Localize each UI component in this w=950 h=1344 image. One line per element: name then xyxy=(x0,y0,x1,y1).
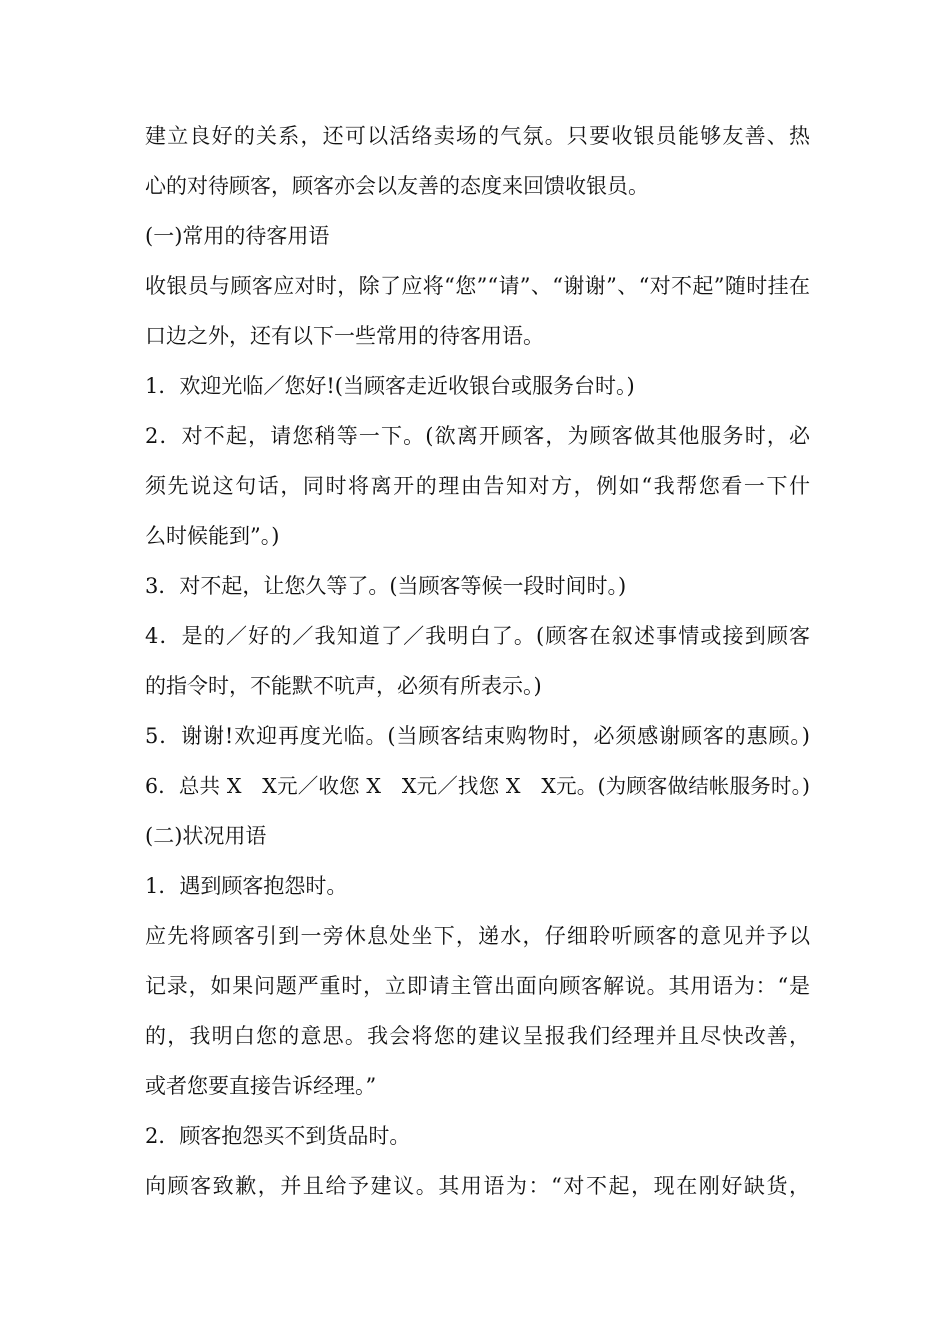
paragraph-line: 收银员与顾客应对时，除了应将“您”“请”、“谢谢”、“对不起”随时挂在 xyxy=(145,274,810,298)
section-heading: (二)状况用语 xyxy=(145,824,267,848)
list-item: 2．对不起，请您稍等一下。(欲离开顾客，为顾客做其他服务时，必 xyxy=(145,424,810,448)
paragraph-line: 的，我明白您的意思。我会将您的建议呈报我们经理并且尽快改善， xyxy=(145,1024,810,1048)
section-heading: (一)常用的待客用语 xyxy=(145,224,330,248)
paragraph-line: 口边之外，还有以下一些常用的待客用语。 xyxy=(145,324,544,348)
document-body xyxy=(145,111,810,1211)
paragraph-line: 心的对待顾客，顾客亦会以友善的态度来回馈收银员。 xyxy=(145,174,649,198)
list-item: 3．对不起，让您久等了。(当顾客等候一段时间时。) xyxy=(145,574,627,598)
list-item: 1．欢迎光临／您好!(当顾客走近收银台或服务台时。) xyxy=(145,374,635,398)
list-item: 2．顾客抱怨买不到货品时。 xyxy=(145,1124,411,1148)
paragraph-line: 应先将顾客引到一旁休息处坐下，递水，仔细聆听顾客的意见并予以 xyxy=(145,924,810,948)
list-item-continuation: 么时候能到”。) xyxy=(145,524,280,548)
list-item: 6．总共 X X元／收您 X X元／找您 X X元。(为顾客做结帐服务时。) xyxy=(145,774,810,798)
paragraph-line: 建立良好的关系，还可以活络卖场的气氛。只要收银员能够友善、热 xyxy=(145,124,810,148)
list-item: 1．遇到顾客抱怨时。 xyxy=(145,874,348,898)
paragraph-line: 向顾客致歉，并且给予建议。其用语为：“对不起，现在刚好缺货， xyxy=(145,1174,810,1198)
list-item-continuation: 的指令时，不能默不吭声，必须有所表示。) xyxy=(145,674,542,698)
paragraph-line: 或者您要直接告诉经理。” xyxy=(145,1074,377,1098)
list-item: 4．是的／好的／我知道了／我明白了。(顾客在叙述事情或接到顾客 xyxy=(145,624,810,648)
list-item-continuation: 须先说这句话，同时将离开的理由告知对方，例如“我帮您看一下什 xyxy=(145,474,810,498)
paragraph-line: 记录，如果问题严重时，立即请主管出面向顾客解说。其用语为：“是 xyxy=(145,974,810,998)
list-item: 5．谢谢!欢迎再度光临。(当顾客结束购物时，必须感谢顾客的惠顾。) xyxy=(145,724,810,748)
